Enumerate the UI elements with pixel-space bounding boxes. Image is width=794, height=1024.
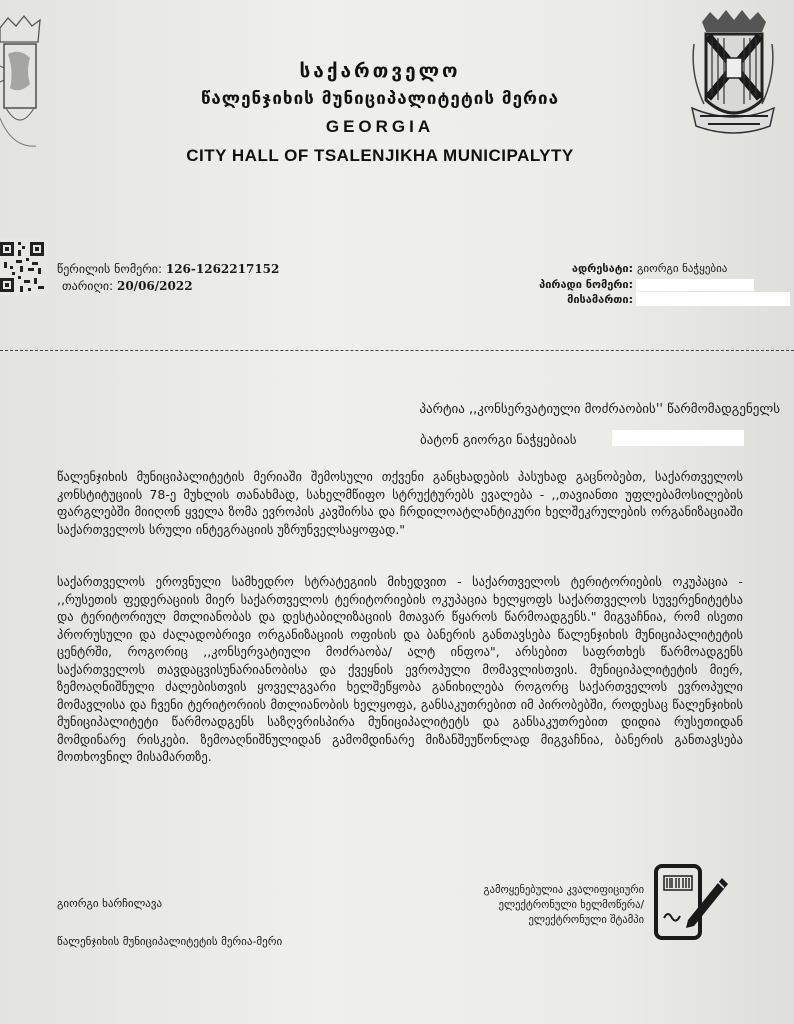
addressee-label: ადრესატი: — [571, 262, 633, 275]
electronic-signature-icon — [652, 862, 732, 942]
addressee-line — [513, 262, 727, 275]
personal-id-line — [513, 278, 633, 291]
letter-number-line — [57, 262, 279, 276]
addressee-value: გიორგი ნაჭყებია — [637, 262, 728, 275]
signatory-position: წალენჯიხის მუნიციპალიტეტის მერია-მერი — [57, 935, 283, 948]
letter-date-value: 20/06/2022 — [116, 279, 193, 293]
body-paragraph-1: წალენჯიხის მუნიციპალიტეტის მერიაში შემოსული თქვენი განცხადების პასუხად გაცნობებთ, საქართველოს კონსტიტუციის 78-ე მუხლის თანახმად, სახელმწიფო სტრუქტურებს ევალება - ,,თავიანთი უფლებამოსილების ფარგლებში მიიღონ ყველა ზომა ევროპის კავშირსა და ჩრდილოატლანტიკური ხელშეკრულების ორგანიზაციაში საქართველოს სრული ინტეგრაციის უზრუნველსაყოფად." — [57, 469, 743, 537]
qr-code-icon — [0, 238, 46, 296]
separator-line — [0, 350, 794, 351]
redaction-personal-id — [636, 279, 754, 291]
redaction-name — [612, 430, 744, 446]
esignature-note-line-1: გამოყენებულია კვალიფიციური — [483, 884, 644, 896]
header-cityhall-georgian: წალენჯიხის მუნიციპალიტეტის მერია — [200, 89, 559, 109]
esignature-note-line-2: ელექტრონული ხელმოწერა/ — [498, 899, 644, 911]
letter-date-line — [62, 279, 193, 293]
esignature-note — [420, 883, 644, 928]
personal-id-label: პირადი ნომერი: — [539, 278, 633, 291]
redaction-address — [636, 292, 790, 306]
letter-date-label: თარიღი: — [62, 279, 114, 293]
esignature-note-line-3: ელექტრონული შტამპი — [528, 914, 644, 926]
header-country-english: GEORGIA — [325, 117, 435, 136]
address-label: მისამართი: — [567, 293, 633, 306]
letter-number-value: 126-1262217152 — [165, 262, 280, 276]
letter-number-label: წერილის ნომერი: — [57, 262, 163, 276]
body-paragraph-2: საქართველოს ეროვნული სამხედრო სტრატეგიის მიხედვით - საქართველოს ტერიტორიების ოკუპაცია - ,,რუსეთის ფედერაციის მიერ საქართველოს ტერიტორიების ოკუპაცია ხელყოფს საქართველოს სუვერენიტეტსა და ტერიტორიულ მთლიანობას და დესტაბილიზაციის მთავარ წყაროს წარმოადგენს." მიგვაჩნია, რომ ისეთი პრორუსული და ძალადობრივი ორგანიზაციის ოფისის და ბანერის განთავსება წალენჯიხის მუნიციპალიტეტის ცენტრში, როგორიც ,,კონსერვატიული მოძრაობა/ ალტ ინფოა", არსებით საფრთხეს წარმოადგენს საქართველოს თავდაცვისუნარიანობისა და ქვეყნის ევროპული მომავლისთვის. მუნიციპალიტეტის მიერ, ზემოაღნიშნული ძალებისთვის ყოველგვარი ხელშეწყობა განიხილება როგორც საქართველოს ევროპული მომავლისა და ჩვენი ტერიტორიის მთლიანობის ხელყოფა, განსაკუთრებით იმ პირობებში, როდესაც წალენჯიხის მუნიციპალიტეტი წარმოადგენს საზღვრისპირა მუნიციპალიტეტს და განსაკუთრებით დიდია რუსეთიდან მომდინარე რისკები. ზემოაღნიშნულიდან გამომდინარე მიზანშეუწონლად მიგვაჩნია, ბანერის განთავსება მოთხოვნილ მისამართზე. — [57, 574, 743, 764]
signatory-name: გიორგი ხარჩილავა — [57, 897, 163, 910]
address-line — [513, 293, 633, 306]
header-country-georgian: საქართველო — [299, 60, 461, 82]
addressee-name: ბატონ გიორგი ნაჭყებიას — [420, 433, 577, 448]
addressee-party-line: პარტია ,,კონსერვატიული მოძრაობის'' წარმომადგენელს — [419, 402, 780, 417]
addressee-name-line — [420, 433, 577, 448]
header-cityhall-english: CITY HALL OF TSALENJIKHA MUNICIPALYTY — [186, 146, 574, 165]
